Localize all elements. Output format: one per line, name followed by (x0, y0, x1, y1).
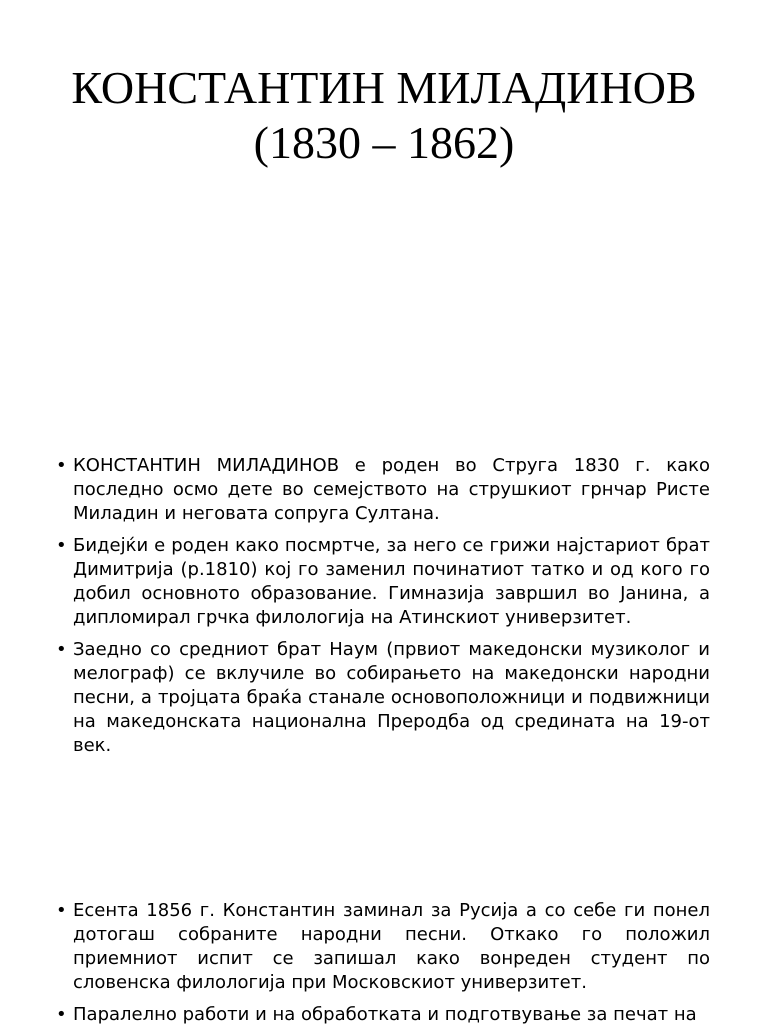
bullet-text: Паралелно работи и на обработката и подготвување за печат на (73, 1004, 697, 1025)
list-item (52, 638, 710, 758)
slide-title: КОНСТАНТИН МИЛАДИНОВ (1830 – 1862) (71, 62, 697, 168)
bullet-icon: • (56, 900, 67, 921)
bullet-icon: • (56, 639, 67, 660)
list-item (52, 899, 710, 995)
bullet-list-bottom (52, 899, 710, 1035)
bullet-icon: • (56, 535, 67, 556)
bullet-text: КОНСТАНТИН МИЛАДИНОВ е роден во Струга 1830 г. како последно осмо дете во семејството на струшкиот грнчар Ристе Миладин и неговата сопруга Султана. (73, 455, 710, 524)
bullet-icon: • (56, 1004, 67, 1025)
bullet-icon: • (56, 455, 67, 476)
bullet-text: Бидејќи е роден како посмртче, за него се грижи најстариот брат Димитрија (р.1810) кој го заменил починатиот татко и од кого го добил основното образование. Гимназија завршил во Јанина, а дипломирал грчка филологија на Атинскиот универзитет. (73, 535, 710, 628)
bullet-text: Заедно со средниот брат Наум (првиот македонски музиколог и мелограф) се вклучиле во собирањето на македонски народни песни, а тројцата браќа станале основоположници и подвижници на македонската национална Преродба од средината на 19-от век. (73, 639, 710, 756)
list-item (52, 534, 710, 630)
list-item (52, 1003, 710, 1027)
list-item (52, 454, 710, 526)
bullet-text: Есента 1856 г. Константин заминал за Русија а со себе ги понел дотогаш собраните народни песни. Откако го положил приемниот испит се запишал како вонреден студент по словенска филологија при Московскиот универзитет. (73, 900, 710, 993)
bullet-list-top (52, 454, 710, 766)
